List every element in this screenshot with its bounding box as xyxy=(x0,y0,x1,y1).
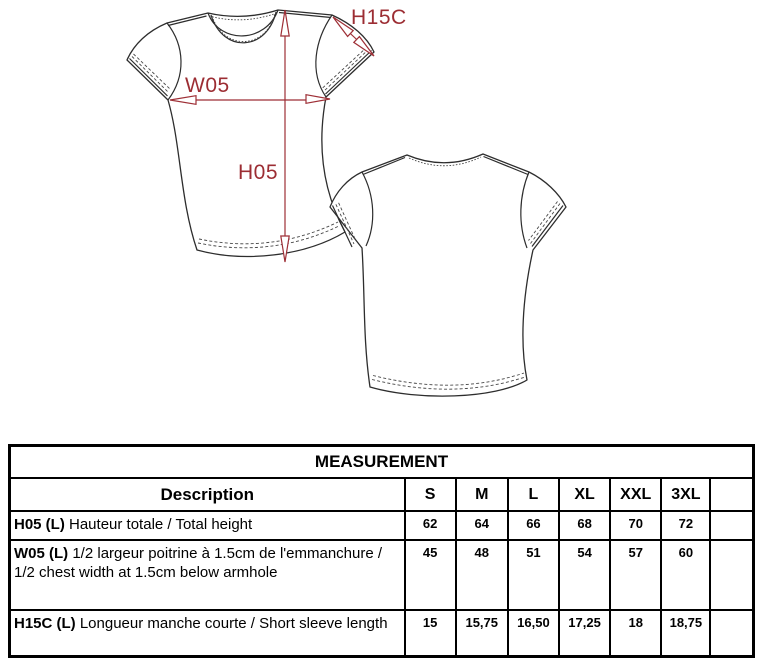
column-header-description: Description xyxy=(10,478,405,511)
table-header-row xyxy=(10,478,754,511)
measure-value-empty xyxy=(710,540,753,610)
column-header-xxl: XXL xyxy=(610,478,661,511)
h15c-label: H15C xyxy=(351,6,407,29)
measure-code: W05 (L) xyxy=(14,545,69,562)
measure-text: Longueur manche courte / Short sleeve length xyxy=(75,615,388,632)
measure-value: 15,75 xyxy=(456,610,508,656)
measure-value: 60 xyxy=(661,540,710,610)
measure-code: H05 (L) xyxy=(14,516,65,533)
measure-value: 66 xyxy=(508,511,559,540)
column-header-m: M xyxy=(456,478,508,511)
column-header-3xl: 3XL xyxy=(661,478,710,511)
measure-value: 15 xyxy=(405,610,456,656)
measure-text: 1/2 largeur poitrine à 1.5cm de l'emmanchure / 1/2 chest width at 1.5cm below armhole xyxy=(14,545,383,581)
measure-value-empty xyxy=(710,511,753,540)
measure-value: 54 xyxy=(559,540,610,610)
table-row-h05 xyxy=(10,511,754,540)
measure-value: 51 xyxy=(508,540,559,610)
measure-code: H15C (L) xyxy=(14,615,76,632)
measure-value: 72 xyxy=(661,511,710,540)
h05-label: H05 xyxy=(238,161,279,184)
row-description xyxy=(10,540,405,610)
measure-value: 68 xyxy=(559,511,610,540)
measure-value: 62 xyxy=(405,511,456,540)
measure-value: 64 xyxy=(456,511,508,540)
table-title: MEASUREMENT xyxy=(10,446,754,479)
measure-value: 48 xyxy=(456,540,508,610)
measurement-table xyxy=(8,444,755,658)
row-description xyxy=(10,511,405,540)
front-shirt-drawing xyxy=(127,10,374,256)
table-row-w05 xyxy=(10,540,754,610)
w05-label: W05 xyxy=(185,74,230,97)
measure-value: 70 xyxy=(610,511,661,540)
measure-value-empty xyxy=(710,610,753,656)
column-header-s: S xyxy=(405,478,456,511)
table-row-h15c xyxy=(10,610,754,656)
column-header-xl: XL xyxy=(559,478,610,511)
column-header-empty xyxy=(710,478,753,511)
measure-value: 45 xyxy=(405,540,456,610)
measure-value: 57 xyxy=(610,540,661,610)
row-description xyxy=(10,610,405,656)
measure-value: 17,25 xyxy=(559,610,610,656)
measure-value: 16,50 xyxy=(508,610,559,656)
measure-value: 18,75 xyxy=(661,610,710,656)
column-header-l: L xyxy=(508,478,559,511)
measure-value: 18 xyxy=(610,610,661,656)
measure-text: Hauteur totale / Total height xyxy=(64,516,253,533)
back-shirt-drawing xyxy=(330,154,566,396)
